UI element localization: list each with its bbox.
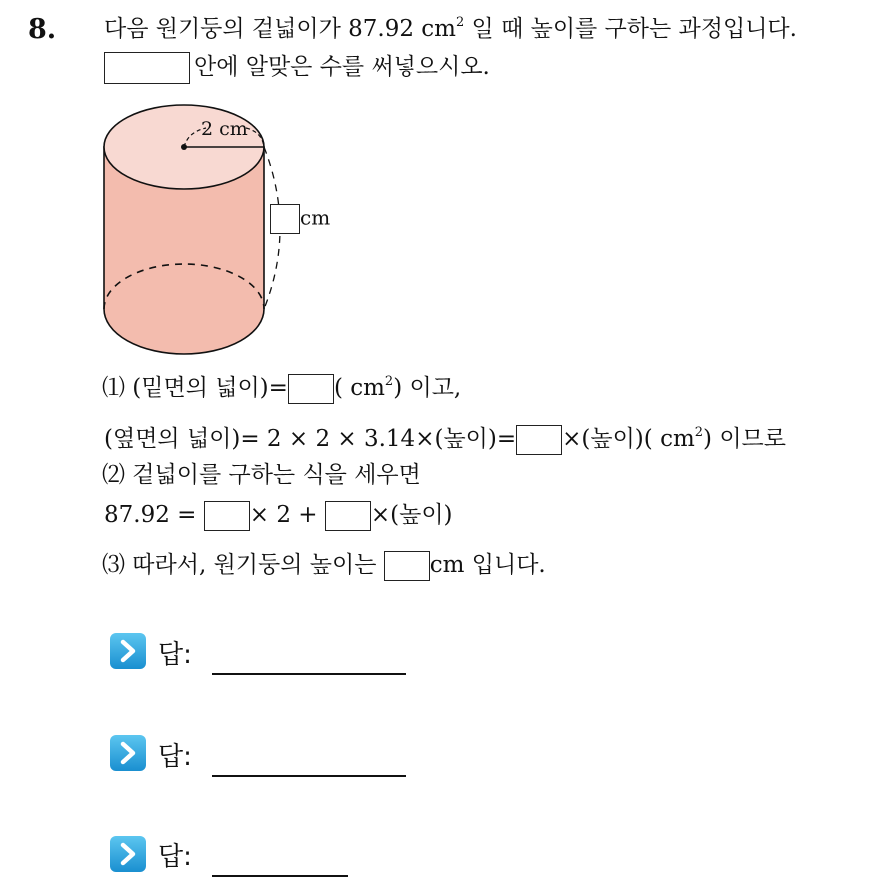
step-1b-suffix: 이므로: [712, 426, 786, 452]
step-3-blank[interactable]: [384, 551, 430, 581]
step-3: [102, 550, 546, 581]
question-text-line2: [104, 52, 490, 84]
step-1-unit-sup: 2: [384, 374, 394, 389]
blank-box-example: [104, 52, 190, 84]
question-text-line2-post: 안에 알맞은 수를 써넣으시오.: [194, 54, 490, 80]
step-1b-blank[interactable]: [516, 425, 562, 455]
height-unit: cm: [300, 205, 331, 230]
step-1b: [104, 424, 786, 455]
question-text-line1: [104, 14, 797, 44]
question-superscript: 2: [455, 15, 465, 30]
step-1b-mid: ×(높이)( cm: [562, 426, 695, 452]
step-1-blank[interactable]: [288, 374, 334, 404]
step-2b-prefix: 87.92 =: [104, 502, 197, 528]
height-label: [270, 204, 330, 234]
chevron-right-icon: [110, 836, 146, 872]
step-3-prefix: ⑶ 따라서, 원기둥의 높이는: [102, 552, 377, 578]
question-number: 8.: [28, 14, 57, 45]
step-1b-sup: 2: [694, 425, 704, 440]
step-2b-blank-1[interactable]: [204, 501, 250, 531]
answer-line-3[interactable]: [212, 875, 348, 877]
answer-label-3: 답:: [158, 842, 192, 872]
step-2b-mid: × 2 +: [249, 502, 318, 528]
step-1-unit-open: ( cm: [333, 375, 385, 401]
step-2b: [104, 500, 453, 531]
answer-label-1: 답:: [158, 640, 192, 670]
chevron-right-icon: [110, 735, 146, 771]
step-1-unit-close: ): [393, 375, 403, 401]
answer-line-2[interactable]: [212, 775, 406, 777]
step-1: [102, 373, 461, 404]
step-3-suffix: cm 입니다.: [429, 552, 546, 578]
step-1b-prefix: (옆면의 넓이)= 2 × 2 × 3.14×(높이)=: [104, 426, 517, 452]
step-1-prefix: ⑴ (밑면의 넓이)=: [102, 375, 288, 401]
answer-line-1[interactable]: [212, 673, 406, 675]
cylinder-figure: [96, 104, 356, 364]
step-1b-close: ): [703, 426, 713, 452]
chevron-right-icon: [110, 633, 146, 669]
question-text-pre: 다음 원기둥의 겉넓이가 87.92 cm: [104, 16, 456, 42]
height-blank-box[interactable]: [270, 204, 300, 234]
step-2b-blank-2[interactable]: [325, 501, 371, 531]
step-2b-suffix: ×(높이): [370, 502, 453, 528]
question-text-post: 일 때 높이를 구하는 과정입니다.: [464, 16, 797, 42]
answer-label-2: 답:: [158, 742, 192, 772]
radius-label: 2 cm: [201, 118, 248, 140]
step-1-suffix: 이고,: [402, 375, 462, 401]
step-2: ⑵ 겉넓이를 구하는 식을 세우면: [102, 462, 421, 488]
